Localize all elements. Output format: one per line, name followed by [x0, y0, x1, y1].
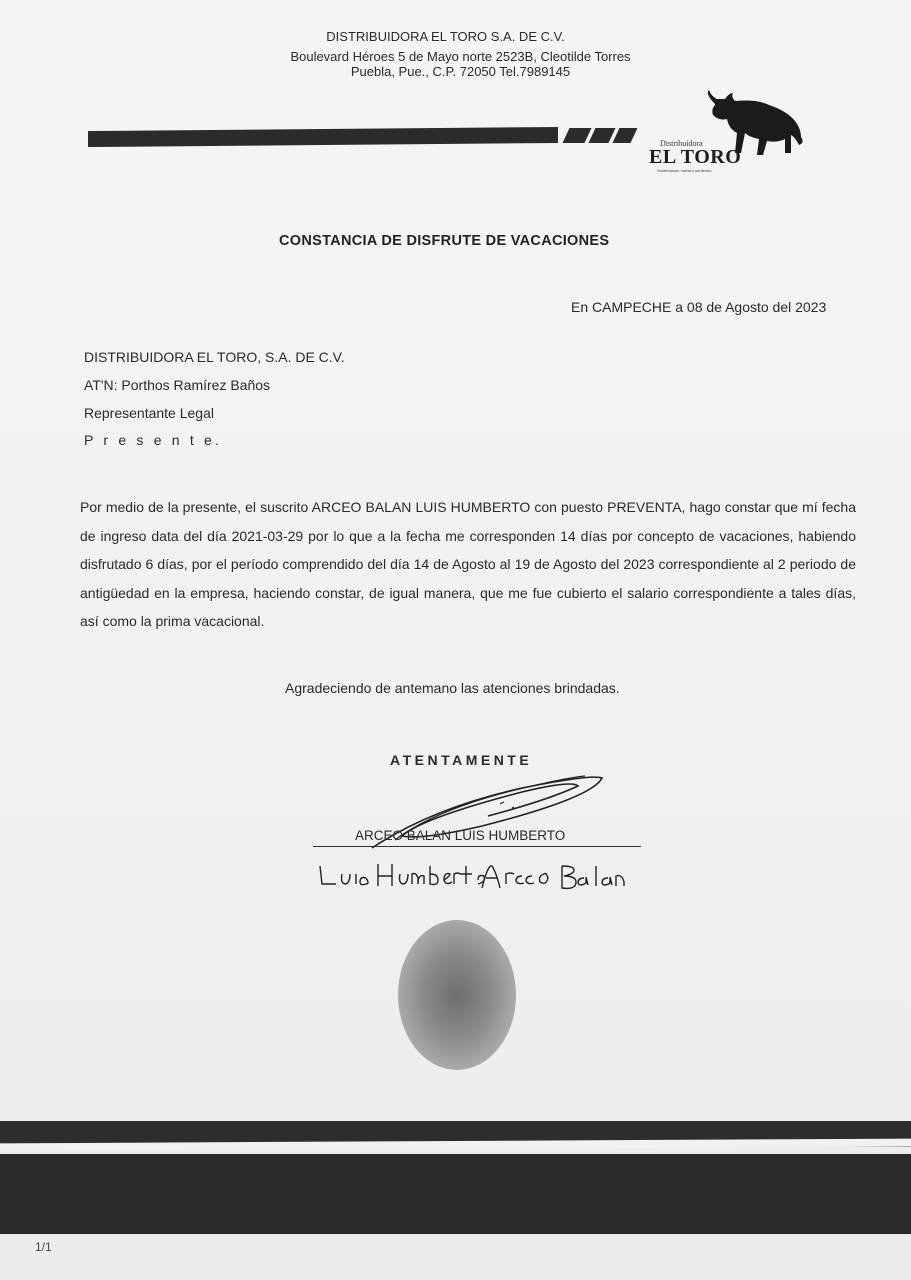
- recipient-presente: P r e s e n t e.: [84, 432, 223, 448]
- footer-bar: [0, 1121, 911, 1147]
- logo-brand-text: EL TORO: [649, 146, 742, 168]
- logo-small-text: Distribuidora: [660, 139, 703, 148]
- logo-tagline: Sustentando nuestro surtiendo: [657, 168, 712, 173]
- header-bar-dash: [613, 128, 638, 143]
- header-company: DISTRIBUIDORA EL TORO S.A. DE C.V.: [326, 29, 565, 44]
- signer-name: ARCEO BALAN LUIS HUMBERTO: [355, 828, 566, 843]
- closing-line: ATENTAMENTE: [390, 752, 533, 768]
- header-city: Puebla, Pue., C.P. 72050 Tel.7989145: [350, 64, 571, 79]
- header-bar-dash: [589, 128, 616, 143]
- body-paragraph: Por medio de la presente, el suscrito ARCEO BALAN LUIS HUMBERTO con puesto PREVENTA, hago constar que mí fecha de ingreso data del día 2021-03-29 por lo que a la fecha me corresponden 14 días por concepto de vacaciones, habiendo disfrutado 6 días, por el período comprendido del día 14 de Agosto al 19 de Agosto del 2023 correspondiente al 2 periodo de antigüedad en la empresa, haciendo constar, de igual manera, que me fue cubierto el salario correspondiente a tales días, así como la prima vacacional.: [80, 499, 856, 629]
- recipient-attn: AT'N: Porthos Ramírez Baños: [84, 377, 271, 393]
- header-bar-dash: [563, 128, 592, 143]
- footer-band: [0, 1154, 911, 1234]
- page-number: 1/1: [35, 1240, 52, 1254]
- header-bar: [88, 127, 558, 147]
- signature-line: [313, 846, 641, 847]
- date-line: En CAMPECHE a 08 de Agosto del 2023: [571, 299, 827, 315]
- thanks-line: Agradeciendo de antemano las atenciones brindadas.: [285, 680, 620, 696]
- document-title: CONSTANCIA DE DISFRUTE DE VACACIONES: [279, 233, 610, 249]
- fingerprint-icon: [398, 920, 516, 1070]
- recipient-company: DISTRIBUIDORA EL TORO, S.A. DE C.V.: [84, 349, 345, 365]
- recipient-role: Representante Legal: [84, 405, 214, 421]
- header-address: Boulevard Héroes 5 de Mayo norte 2523B, Cleotilde Torres: [290, 49, 631, 64]
